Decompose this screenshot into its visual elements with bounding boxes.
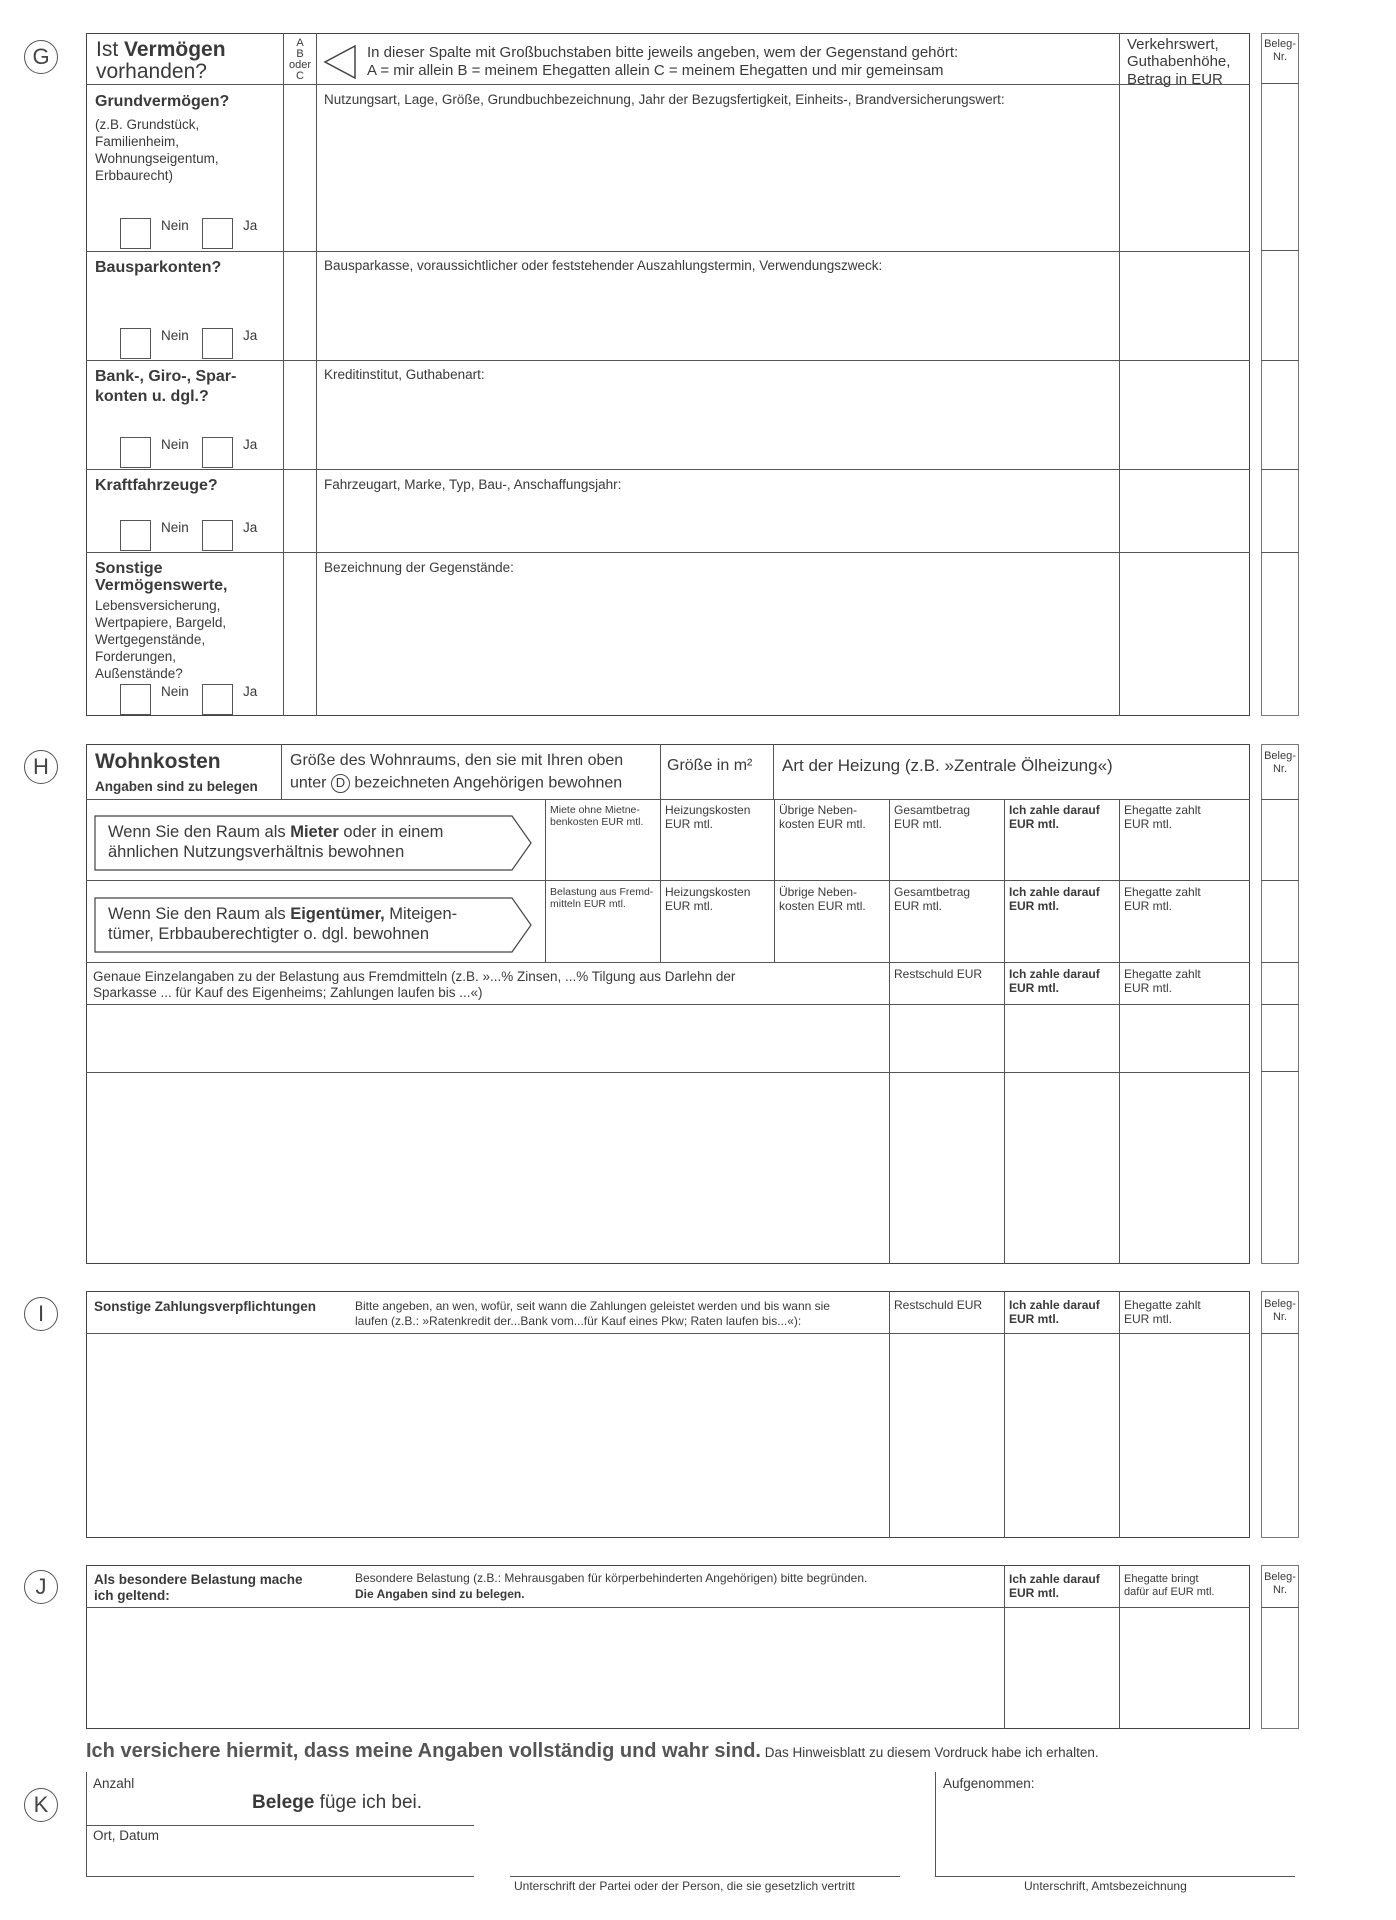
belege-label: Belege füge ich bei. <box>252 1792 423 1813</box>
grundvermoegen-sub: (z.B. Grundstück, Familienheim, Wohnungseigentum, Erbbaurecht) <box>95 117 219 183</box>
mieter-col-ich-zahle: Ich zahle darauf EUR mtl. <box>1009 803 1100 831</box>
section-g-title: Ist Vermögen <box>96 38 226 61</box>
section-i-beleg-column <box>1261 1291 1299 1538</box>
wohnraum-size-desc-line2: unter D bezeichneten Angehörigen bewohnen <box>290 774 623 792</box>
sonstige-ja-checkbox[interactable] <box>202 684 233 715</box>
section-marker-k: K <box>24 1788 58 1822</box>
bankkonten-desc: Kreditinstitut, Guthabenart: <box>324 367 485 382</box>
section-i-title: Sonstige Zahlungsverpflichtungen <box>94 1299 317 1314</box>
section-g-beleg-column <box>1261 33 1299 716</box>
grundvermoegen-desc: Nutzungsart, Lage, Größe, Grundbuchbezeichnung, Jahr der Bezugsfertigkeit, Einheits-, Brandversicherungswert: <box>324 92 1005 107</box>
section-i-col-restschuld: Restschuld EUR <box>894 1298 983 1312</box>
section-g-title-line2: vorhanden? <box>96 60 207 83</box>
mieter-col-heizung: Heizungskosten EUR mtl. <box>665 803 751 831</box>
section-g-frame <box>86 33 1250 716</box>
anzahl-label: Anzahl <box>93 1776 135 1791</box>
mieter-label: Wenn Sie den Raum als Mieter oder in einem ähnlichen Nutzungsverhältnis bewohnen <box>108 823 444 861</box>
heating-type-label: Art der Heizung (z.B. »Zentrale Ölheizung«) <box>782 756 1113 775</box>
eigentuemer-label: Wenn Sie den Raum als Eigentümer, Miteigen- tümer, Erbbauberechtigter o. dgl. bewohnen <box>108 905 458 943</box>
section-marker-i: I <box>24 1297 58 1331</box>
section-d-reference-icon: D <box>331 774 350 793</box>
size-m2-label: Größe in m² <box>667 757 753 774</box>
section-j-desc-line2: Die Angaben sind zu belegen. <box>355 1587 525 1601</box>
signature-official-field[interactable] <box>940 1796 1290 1872</box>
section-i-beleg-header: Beleg- Nr. <box>1264 1298 1296 1324</box>
section-j-beleg-header: Beleg- Nr. <box>1264 1571 1296 1597</box>
bausparkonten-ja-label: Ja <box>243 328 258 343</box>
grundvermoegen-label: Grundvermögen? <box>95 93 230 110</box>
section-g-instruction-line1: In dieser Spalte mit Großbuchstaben bitte jeweils angeben, wem der Gegenstand gehört: <box>367 44 959 61</box>
eigentuemer-col-heizung: Heizungskosten EUR mtl. <box>665 885 751 913</box>
bankkonten-label: Bank-, Giro-, Spar- konten u. dgl.? <box>95 368 237 405</box>
kraftfahrzeuge-nein-label: Nein <box>161 520 189 535</box>
section-i-col-ich-zahle: Ich zahle darauf EUR mtl. <box>1009 1298 1100 1326</box>
bankkonten-nein-label: Nein <box>161 437 189 452</box>
eigentuemer-col-ehegatte: Ehegatte zahlt EUR mtl. <box>1124 885 1201 913</box>
bausparkonten-ja-checkbox[interactable] <box>202 328 233 359</box>
section-j-desc-line1: Besondere Belastung (z.B.: Mehrausgaben für körperbehinderten Angehörigen) bitte begründen. <box>355 1571 868 1585</box>
section-g-beleg-header: Beleg- Nr. <box>1264 38 1296 64</box>
bausparkonten-label: Bausparkonten? <box>95 259 222 276</box>
mieter-col-ehegatte: Ehegatte zahlt EUR mtl. <box>1124 803 1201 831</box>
signature-official-label: Unterschrift, Amtsbezeichnung <box>1024 1879 1187 1893</box>
signature-party-label: Unterschrift der Partei oder der Person, die sie gesetzlich vertritt <box>514 1879 855 1893</box>
aufgenommen-label: Aufgenommen: <box>943 1776 1035 1791</box>
fremdmittel-detail-desc: Genaue Einzelangaben zu der Belastung aus Fremdmitteln (z.B. »...% Zinsen, ...% Tilgung aus Darlehn der Sparkasse ... für Kauf des Eigenheims; Zahlungen laufen bis ...«) <box>93 969 736 1000</box>
eigentuemer-col-belastung: Belastung aus Fremd- mitteln EUR mtl. <box>550 886 654 911</box>
triangle-pointer-icon <box>322 44 358 80</box>
anzahl-input[interactable] <box>90 1774 240 1822</box>
grundvermoegen-ja-checkbox[interactable] <box>202 218 233 249</box>
detail-col-restschuld: Restschuld EUR <box>894 967 983 981</box>
section-h-beleg-header: Beleg- Nr. <box>1264 750 1296 776</box>
detail-col-ehegatte: Ehegatte zahlt EUR mtl. <box>1124 967 1201 995</box>
ort-datum-label: Ort, Datum <box>93 1828 160 1843</box>
section-i-desc: Bitte angeben, an wen, wofür, seit wann die Zahlungen geleistet werden und bis wann sie laufen (z.B.: »Ratenkredit der...Bank vom...für Kauf eines Pkw; Raten laufen bis...«): <box>355 1299 830 1328</box>
bankkonten-ja-checkbox[interactable] <box>202 437 233 468</box>
section-marker-h: H <box>24 750 58 784</box>
mieter-col-miete: Miete ohne Mietne- benkosten EUR mtl. <box>550 804 644 829</box>
section-h-subtitle: Angaben sind zu belegen <box>95 779 258 794</box>
bankkonten-ja-label: Ja <box>243 437 258 452</box>
section-marker-g: G <box>24 40 58 74</box>
kraftfahrzeuge-nein-checkbox[interactable] <box>120 520 151 551</box>
kraftfahrzeuge-desc: Fahrzeugart, Marke, Typ, Bau-, Anschaffungsjahr: <box>324 477 622 492</box>
kraftfahrzeuge-label: Kraftfahrzeuge? <box>95 477 218 494</box>
section-g-instruction-line2: A = mir allein B = meinem Ehegatten allein C = meinem Ehegatten und mir gemeinsam <box>367 62 944 79</box>
kraftfahrzeuge-ja-label: Ja <box>243 520 258 535</box>
signature-party-field[interactable] <box>510 1772 900 1872</box>
grundvermoegen-nein-checkbox[interactable] <box>120 218 151 249</box>
sonstige-nein-label: Nein <box>161 684 189 699</box>
bausparkonten-desc: Bausparkasse, voraussichtlicher oder feststehender Auszahlungstermin, Verwendungszweck: <box>324 258 883 273</box>
sonstige-vermoegenswerte-desc: Bezeichnung der Gegenstände: <box>324 560 514 575</box>
bausparkonten-nein-label: Nein <box>161 328 189 343</box>
ort-datum-input[interactable] <box>90 1845 470 1873</box>
bausparkonten-nein-checkbox[interactable] <box>120 328 151 359</box>
eigentuemer-col-nebenkosten: Übrige Neben- kosten EUR mtl. <box>779 885 866 913</box>
grundvermoegen-ja-label: Ja <box>243 218 258 233</box>
eigentuemer-col-ich-zahle: Ich zahle darauf EUR mtl. <box>1009 885 1100 913</box>
section-j-col-ich-zahle: Ich zahle darauf EUR mtl. <box>1009 1572 1100 1600</box>
declaration-text: Ich versichere hiermit, dass meine Angaben vollständig und wahr sind. Das Hinweisblatt zu diesem Vordruck habe ich erhalten. <box>86 1740 1099 1762</box>
kraftfahrzeuge-ja-checkbox[interactable] <box>202 520 233 551</box>
abc-column-header: A B oder C <box>288 37 312 82</box>
grundvermoegen-nein-label: Nein <box>161 218 189 233</box>
detail-col-ich-zahle: Ich zahle darauf EUR mtl. <box>1009 967 1100 995</box>
sonstige-vermoegenswerte-sub: Lebensversicherung, Wertpapiere, Bargeld, Wertgegenstände, Forderungen, Außenstände? <box>95 598 227 681</box>
eigentuemer-col-gesamt: Gesamtbetrag EUR mtl. <box>894 885 971 913</box>
sonstige-vermoegenswerte-label: Sonstige Vermögenswerte, <box>95 560 228 594</box>
section-h-title: Wohnkosten <box>95 750 221 773</box>
value-column-header: Verkehrswert, Guthabenhöhe, Betrag in EUR <box>1127 36 1231 88</box>
section-i-col-ehegatte: Ehegatte zahlt EUR mtl. <box>1124 1298 1201 1326</box>
section-marker-j: J <box>24 1570 58 1604</box>
bankkonten-nein-checkbox[interactable] <box>120 437 151 468</box>
section-j-col-ehegatte: Ehegatte bringt dafür auf EUR mtl. <box>1124 1573 1215 1598</box>
mieter-col-gesamt: Gesamtbetrag EUR mtl. <box>894 803 971 831</box>
mieter-col-nebenkosten: Übrige Neben- kosten EUR mtl. <box>779 803 866 831</box>
section-j-title: Als besondere Belastung mache ich geltend: <box>94 1572 303 1603</box>
sonstige-nein-checkbox[interactable] <box>120 684 151 715</box>
wohnraum-size-desc-line1: Größe des Wohnraums, den sie mit Ihren oben <box>290 752 624 769</box>
sonstige-ja-label: Ja <box>243 684 258 699</box>
